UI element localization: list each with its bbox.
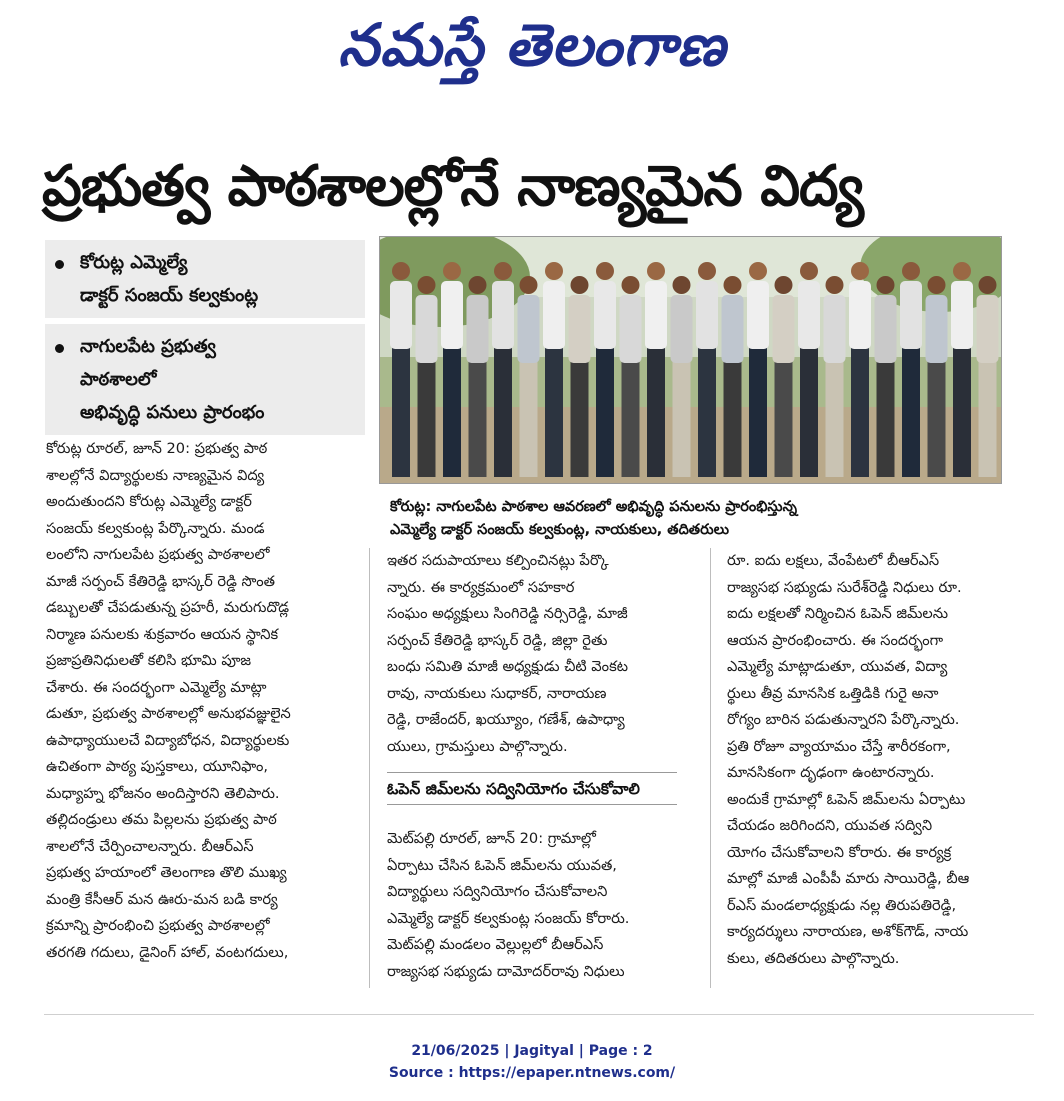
highlight-line: నాగులపేట ప్రభుత్వ bbox=[80, 336, 216, 357]
person-figure bbox=[849, 262, 871, 477]
article-line: ర్థులు తీవ్ర మానసిక ఒత్తిడికి గురై అనా bbox=[727, 684, 939, 702]
person-figure bbox=[722, 276, 744, 477]
person-figure bbox=[824, 276, 846, 477]
article-line: బంధు సమితి మాజీ అధ్యక్షుడు చీటి వెంకట bbox=[387, 658, 628, 675]
article-column-1 bbox=[46, 436, 346, 966]
highlight-line: పాఠశాలలో bbox=[80, 369, 157, 390]
article-line: క్రమాన్ని ప్రారంభించి ప్రభుత్వ పాఠశాలల్లో bbox=[46, 917, 270, 934]
article-line: ఎమ్మెల్యే మాట్లాడుతూ, యువత, విద్యా bbox=[727, 658, 948, 675]
person-figure bbox=[518, 276, 540, 477]
article-column-2 bbox=[387, 548, 677, 760]
person-figure bbox=[696, 262, 718, 477]
sub-article-body bbox=[387, 826, 677, 985]
article-line: మానసికంగా దృఢంగా ఉంటారన్నారు. bbox=[727, 764, 935, 781]
person-figure bbox=[951, 262, 973, 477]
highlight-text bbox=[80, 246, 258, 312]
sub-article-heading: ఓపెన్ జిమ్‌లను సద్వినియోగం చేసుకోవాలి bbox=[387, 780, 640, 798]
article-line: డబ్బులతో చేపడుతున్న ప్రహరీ, మరుగుదొడ్ల bbox=[46, 599, 290, 616]
article-line: ఐదు లక్షలతో నిర్మించిన ఓపెన్ జిమ్‌లను bbox=[727, 605, 949, 622]
article-headline: ప్రభుత్వ పాఠశాలల్లోనే నాణ్యమైన విద్య bbox=[42, 154, 863, 219]
photo-caption bbox=[390, 496, 1030, 542]
page-footer bbox=[0, 1040, 1064, 1084]
article-line: రావు, నాయకులు సుధాకర్, నారాయణ bbox=[387, 684, 607, 702]
highlight-line: అభివృద్ధి పనులు ప్రారంభం bbox=[80, 402, 265, 423]
highlight-text bbox=[80, 330, 264, 429]
article-line: తల్లిదండ్రులు తమ పిల్లలను ప్రభుత్వ పాఠ bbox=[46, 811, 277, 828]
article-line: మెట్‌పల్లి మండలం వెల్లుల్లలో బీఆర్ఎస్ bbox=[387, 936, 604, 953]
article-line: రోగ్యం బారిన పడుతున్నారని పేర్కొన్నారు. bbox=[727, 711, 960, 728]
highlight-line: డాక్టర్ సంజయ్ కల్వకుంట్ల bbox=[80, 285, 259, 306]
article-line: తరగతి గదులు, డైనింగ్ హాల్, వంటగదులు, bbox=[46, 943, 289, 961]
article-line: మధ్యాహ్న భోజనం అందిస్తారని తెలిపారు. bbox=[46, 784, 280, 802]
subheading-rule-top bbox=[387, 772, 677, 773]
person-figure bbox=[492, 262, 514, 477]
masthead bbox=[0, 0, 1064, 90]
subheading-rule-bottom bbox=[387, 804, 677, 805]
highlight-item bbox=[45, 324, 365, 435]
highlight-item bbox=[45, 240, 365, 318]
column-divider bbox=[710, 548, 711, 988]
group-photo-illustration bbox=[380, 237, 1001, 483]
article-line: ఉపాధ్యాయులచే విద్యాబోధన, విద్యార్థులకు bbox=[46, 731, 290, 749]
person-figure bbox=[416, 276, 438, 477]
article-line: ఉచితంగా పాఠ్య పుస్తకాలు, యూనిఫాం, bbox=[46, 758, 269, 775]
caption-line: కోరుట్ల: నాగులపేట పాఠశాల ఆవరణలో అభివృద్ధి పనులను ప్రారంభిస్తున్న bbox=[390, 499, 798, 515]
article-line: సంజయ్ కల్వకుంట్ల పేర్కొన్నారు. మండ bbox=[46, 519, 265, 537]
article-line: డుతూ, ప్రభుత్వ పాఠశాలల్లో అనుభవజ్ఞులైన bbox=[46, 705, 291, 722]
person-figure bbox=[645, 262, 667, 477]
footer-source-line: Source : https://epaper.ntnews.com/ bbox=[388, 1065, 676, 1081]
article-line: కార్యదర్శులు నారాయణ, అశోక్‌గౌడ్, నాయ bbox=[727, 923, 969, 940]
person-figure bbox=[773, 276, 795, 477]
article-line: చేయడం జరిగిందని, యువత సద్విని bbox=[727, 817, 933, 834]
article-line: విద్యార్థులు సద్వినియోగం చేసుకోవాలని bbox=[387, 883, 608, 900]
column-divider bbox=[369, 548, 370, 988]
article-line: మాజీ సర్పంచ్ కేతిరెడ్డి భాస్కర్ రెడ్డి సొంత bbox=[46, 572, 275, 590]
person-figure bbox=[569, 276, 591, 477]
bullet-icon bbox=[55, 260, 64, 269]
article-line: ఏర్పాటు చేసిన ఓపెన్ జిమ్‌లను యువత, bbox=[387, 856, 617, 874]
person-figure bbox=[620, 276, 642, 477]
article-line: శాలలోనే చేర్పించాలన్నారు. బీఆర్ఎస్ bbox=[46, 837, 254, 855]
article-line: ఇతర సదుపాయాలు కల్పించినట్లు పేర్కొ bbox=[387, 552, 609, 569]
article-line: చేశారు. ఈ సందర్భంగా ఎమ్మెల్యే మాట్లా bbox=[46, 678, 267, 696]
person-figure bbox=[798, 262, 820, 477]
highlights-box bbox=[45, 240, 365, 441]
page-bottom-rule bbox=[44, 1014, 1034, 1015]
person-figure bbox=[747, 262, 769, 477]
article-line: రెడ్డి, రాజేందర్, ఖయ్యూం, గణేశ్, ఉపాధ్యా bbox=[387, 711, 625, 728]
article-line: కులు, తదితరులు పాల్గొన్నారు. bbox=[727, 949, 900, 967]
article-line: లంలోని నాగులపేట ప్రభుత్వ పాఠశాలలో bbox=[46, 546, 270, 563]
article-line: సంఘం అధ్యక్షులు సింగిరెడ్డి నర్సిరెడ్డి, మాజీ bbox=[387, 605, 628, 622]
article-line: మాల్లో మాజీ ఎంపీపీ మారు సాయిరెడ్డి, బీఆ bbox=[727, 870, 970, 887]
article-line: కోరుట్ల రూరల్, జూన్ 20: ప్రభుత్వ పాఠ bbox=[46, 440, 268, 457]
article-line: నిర్మాణ పనులకు శుక్రవారం ఆయన స్థానిక bbox=[46, 625, 279, 643]
footer-date-line: 21/06/2025 | Jagityal | Page : 2 bbox=[411, 1043, 653, 1059]
article-column-3 bbox=[727, 548, 1039, 972]
article-line: రూ. ఐదు లక్షలు, వేంపేటలో బీఆర్ఎస్ bbox=[727, 552, 940, 569]
newspaper-logo: నమస్తే తెలంగాణ bbox=[338, 11, 726, 79]
article-line: యోగం చేసుకోవాలని కోరారు. ఈ కార్యక్ర bbox=[727, 843, 952, 861]
article-line: ప్రభుత్వ హయాంలో తెలంగాణ తొలి ముఖ్య bbox=[46, 864, 287, 881]
person-figure bbox=[900, 262, 922, 477]
person-figure bbox=[467, 276, 489, 477]
article-line: న్నారు. ఈ కార్యక్రమంలో సహకార bbox=[387, 578, 575, 596]
article-line: సర్పంచ్ కేతిరెడ్డి భాస్కర్ రెడ్డి, జిల్లా రైతు bbox=[387, 631, 608, 649]
person-figure bbox=[977, 276, 999, 477]
article-line: రాజ్యసభ సభ్యుడు దామోదర్‌రావు నిధులు bbox=[387, 962, 625, 980]
article-line: మంత్రి కేసీఆర్ మన ఊరు-మన బడి కార్య bbox=[46, 890, 278, 908]
article-line: అందుకే గ్రామాల్లో ఓపెన్ జిమ్‌లను ఏర్పాటు bbox=[727, 790, 966, 808]
article-line: ర్ఎస్ మండలాధ్యక్షుడు నల్ల తిరుపతిరెడ్డి, bbox=[727, 896, 957, 914]
article-line: యులు, గ్రామస్తులు పాల్గొన్నారు. bbox=[387, 737, 568, 755]
article-line: రాజ్యసభ సభ్యుడు సురేశ్‌రెడ్డి నిధులు రూ. bbox=[727, 578, 962, 596]
person-figure bbox=[543, 262, 565, 477]
person-figure bbox=[671, 276, 693, 477]
article-line: ప్రజాప్రతినిధులతో కలిసి భూమి పూజ bbox=[46, 652, 252, 669]
article-line: ఎమ్మెల్యే డాక్టర్ కల్వకుంట్ల సంజయ్ కోరారు. bbox=[387, 909, 630, 927]
bullet-icon bbox=[55, 344, 64, 353]
news-photo bbox=[379, 236, 1002, 484]
article-line: అందుతుందని కోరుట్ల ఎమ్మెల్యే డాక్టర్ bbox=[46, 493, 252, 510]
person-figure bbox=[441, 262, 463, 477]
highlight-line: కోరుట్ల ఎమ్మెల్యే bbox=[80, 252, 188, 273]
person-figure bbox=[875, 276, 897, 477]
article-line: ప్రతి రోజూ వ్యాయామం చేస్తే శారీరకంగా, bbox=[727, 737, 951, 755]
person-figure bbox=[594, 262, 616, 477]
article-line: మెట్‌పల్లి రూరల్, జూన్ 20: గ్రామాల్లో bbox=[387, 830, 596, 847]
person-figure bbox=[926, 276, 948, 477]
person-figure bbox=[390, 262, 412, 477]
caption-line: ఎమ్మెల్యే డాక్టర్ సంజయ్ కల్వకుంట్ల, నాయకులు, తదితరులు bbox=[390, 522, 730, 538]
article-line: శాలల్లోనే విద్యార్థులకు నాణ్యమైన విద్య bbox=[46, 466, 265, 484]
article-line: ఆయన ప్రారంభించారు. ఈ సందర్భంగా bbox=[727, 631, 944, 649]
